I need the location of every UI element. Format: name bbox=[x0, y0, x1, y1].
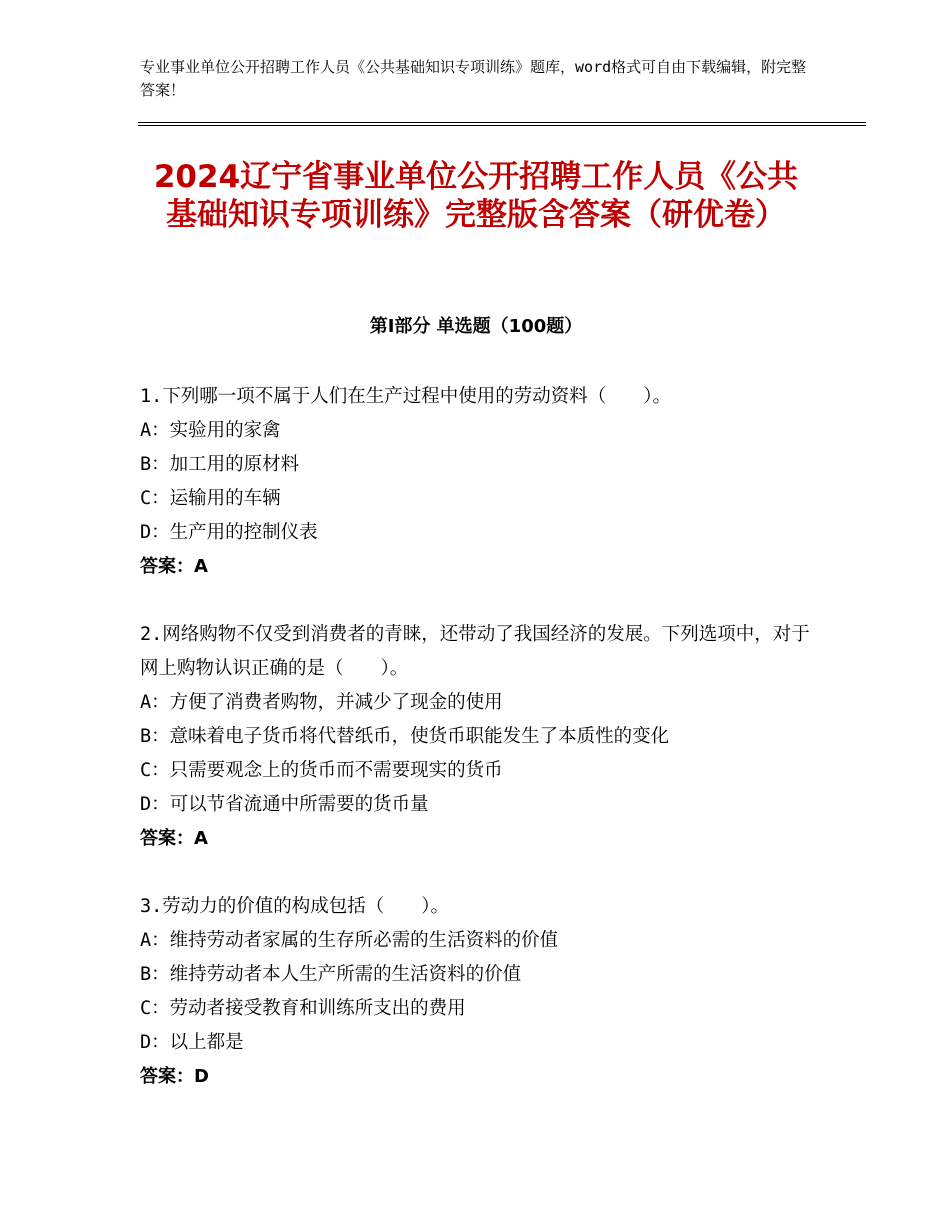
header-divider bbox=[138, 122, 866, 126]
header-note: 专业事业单位公开招聘工作人员《公共基础知识专项训练》题库，word格式可自由下载编辑，附完整答案！ bbox=[140, 58, 807, 99]
option-b: B：维持劳动者本人生产所需的生活资料的价值 bbox=[140, 964, 522, 985]
answer-label: 答案：A bbox=[140, 556, 208, 577]
option-a: A：实验用的家禽 bbox=[140, 420, 281, 441]
question-1 bbox=[140, 380, 812, 584]
question-2 bbox=[140, 618, 812, 856]
option-c: C：运输用的车辆 bbox=[140, 488, 281, 509]
option-c: C：劳动者接受教育和训练所支出的费用 bbox=[140, 998, 466, 1019]
answer-label: 答案：D bbox=[140, 1066, 209, 1087]
option-b: B：意味着电子货币将代替纸币，使货币职能发生了本质性的变化 bbox=[140, 726, 670, 747]
section-title: 第Ⅰ部分 单选题（100题） bbox=[369, 316, 583, 337]
option-d: D：可以节省流通中所需要的货币量 bbox=[140, 794, 429, 815]
question-stem: 1.下列哪一项不属于人们在生产过程中使用的劳动资料（ ）。 bbox=[140, 386, 672, 407]
question-3 bbox=[140, 890, 812, 1094]
option-d: D：生产用的控制仪表 bbox=[140, 522, 318, 543]
question-stem: 2.网络购物不仅受到消费者的青睐，还带动了我国经济的发展。下列选项中，对于网上购物认识正确的是（ ）。 bbox=[140, 624, 810, 679]
document-title: 2024辽宁省事业单位公开招聘工作人员《公共基础知识专项训练》完整版含答案（研优卷） bbox=[153, 159, 799, 233]
option-b: B：加工用的原材料 bbox=[140, 454, 300, 475]
answer-label: 答案：A bbox=[140, 828, 208, 849]
option-a: A：方便了消费者购物，并减少了现金的使用 bbox=[140, 692, 503, 713]
option-a: A：维持劳动者家属的生存所必需的生活资料的价值 bbox=[140, 930, 559, 951]
question-list bbox=[140, 380, 812, 1128]
question-stem: 3.劳动力的价值的构成包括（ ）。 bbox=[140, 896, 450, 917]
option-d: D：以上都是 bbox=[140, 1032, 244, 1053]
option-c: C：只需要观念上的货币而不需要现实的货币 bbox=[140, 760, 503, 781]
